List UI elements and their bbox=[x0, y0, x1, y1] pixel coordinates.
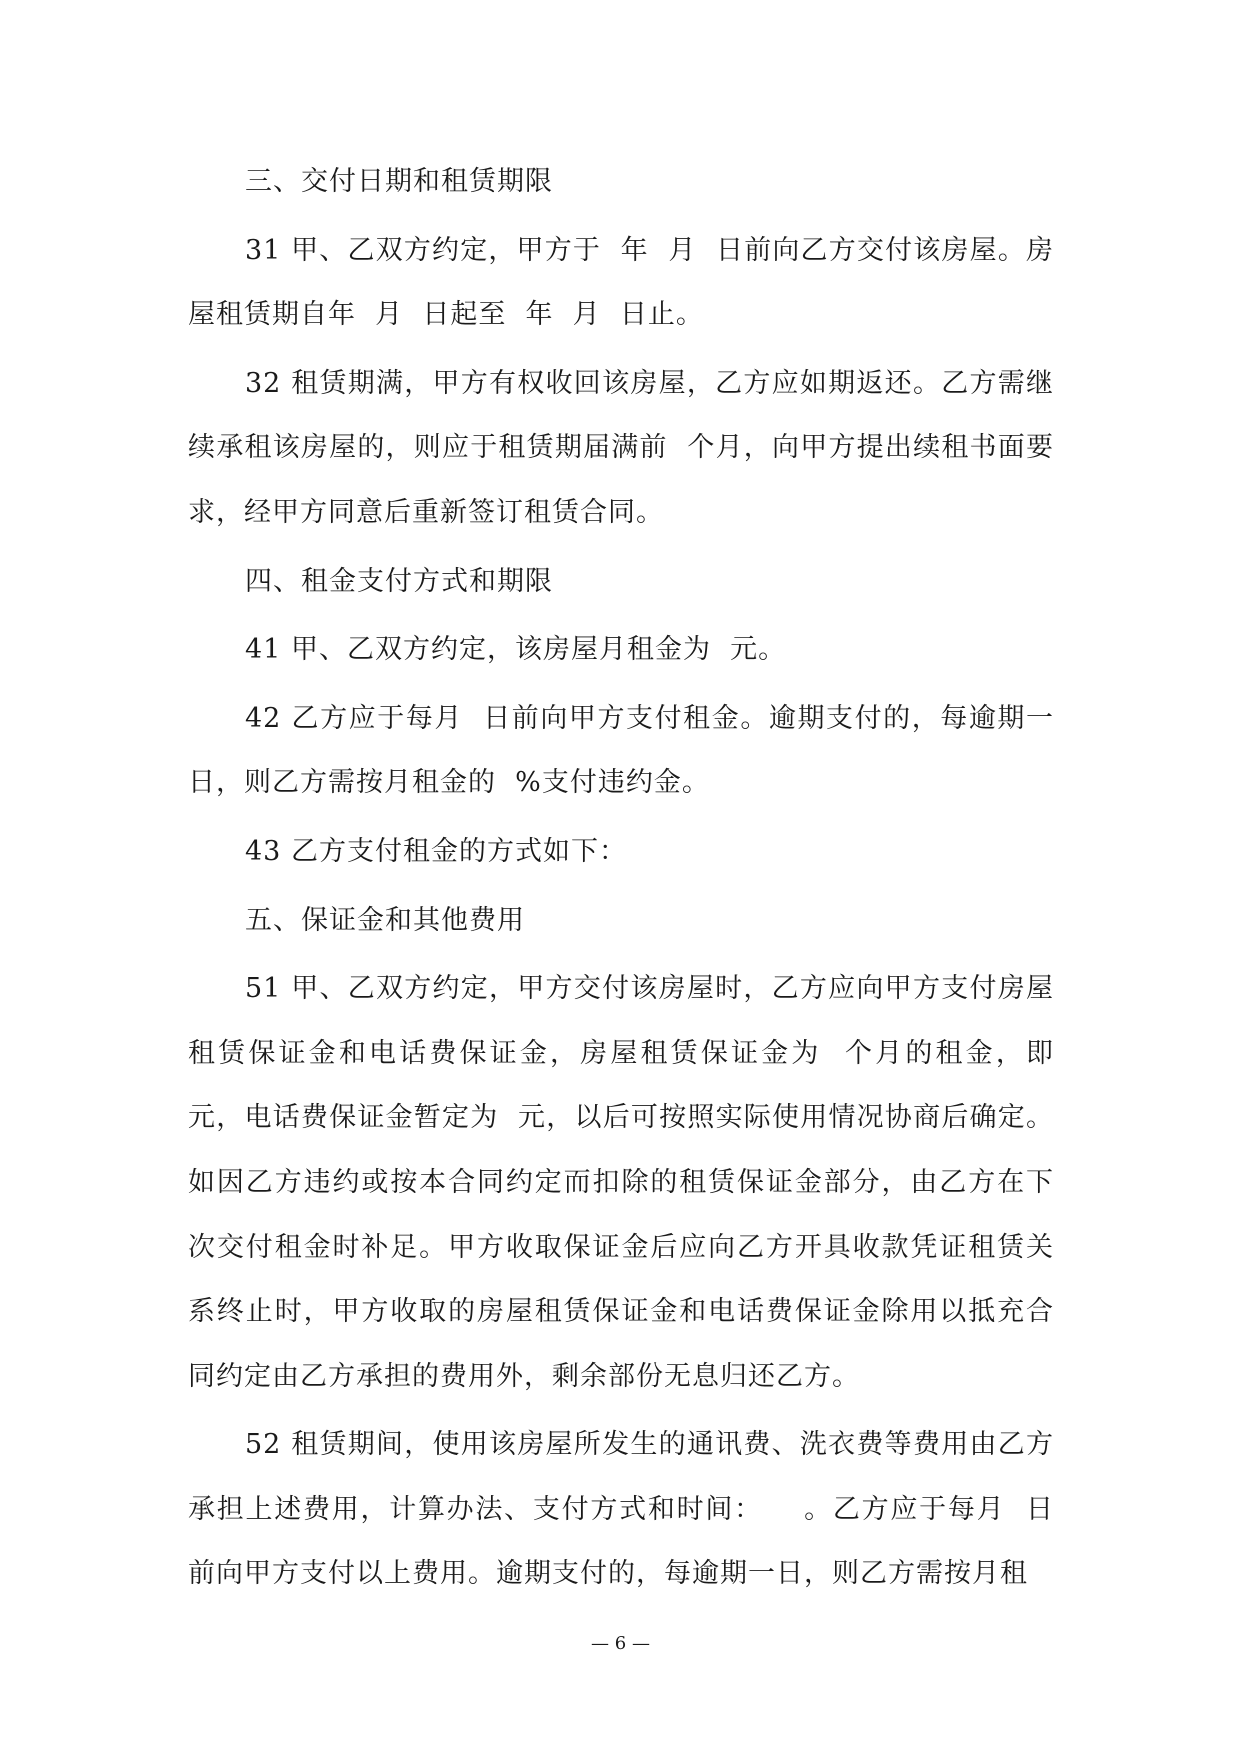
section-heading-3: 三、交付日期和租赁期限 bbox=[245, 166, 553, 197]
section-heading-4: 四、租金支付方式和期限 bbox=[245, 565, 553, 597]
section-heading-5: 五、保证金和其他费用 bbox=[245, 904, 525, 936]
clause-5-2: 52 租赁期间，使用该房屋所发生的通讯费、洗衣费等费用由乙方承担上述费用，计算办法、支付方式和时间： 。乙方应于每月 日前向甲方支付以上费用。逾期支付的，每逾期一日，则乙方需按月租 bbox=[188, 1429, 1054, 1590]
clause-4-3: 43 乙方支付租金的方式如下： bbox=[245, 835, 627, 867]
clause-4-2: 42 乙方应于每月 日前向甲方支付租金。逾期支付的，每逾期一日，则乙方需按月租金的 %支付违约金。 bbox=[188, 702, 1054, 799]
document-body bbox=[188, 150, 1074, 1611]
page-number: — 6 — bbox=[591, 1633, 650, 1654]
clause-4-1: 41 甲、乙双方约定，该房屋月租金为 元。 bbox=[245, 634, 787, 666]
clause-3-1: 31 甲、乙双方约定，甲方于 年 月 日前向乙方交付该房屋。房屋租赁期自年 月 日起至 年 月 日止。 bbox=[188, 234, 1054, 331]
clause-3-2: 32 租赁期满，甲方有权收回该房屋，乙方应如期返还。乙方需继续承租该房屋的，则应于租赁期届满前 个月，向甲方提出续租书面要求，经甲方同意后重新签订租赁合同。 bbox=[188, 367, 1054, 528]
clause-5-1: 51 甲、乙双方约定，甲方交付该房屋时，乙方应向甲方支付房屋租赁保证金和电话费保证金，房屋租赁保证金为 个月的租金，即 元，电话费保证金暂定为 元，以后可按照实际使用情况协商后确定。如因乙方违约或按本合同约定而扣除的租赁保证金部分，由乙方在下次交付租金时补足。甲方收取保证金后应向乙方开具收款凭证租赁关系终止时，甲方收取的房屋租赁保证金和电话费保证金除用以抵充合同约定由乙方承担的费用外，剩余部份无息归还乙方。 bbox=[188, 973, 1074, 1392]
